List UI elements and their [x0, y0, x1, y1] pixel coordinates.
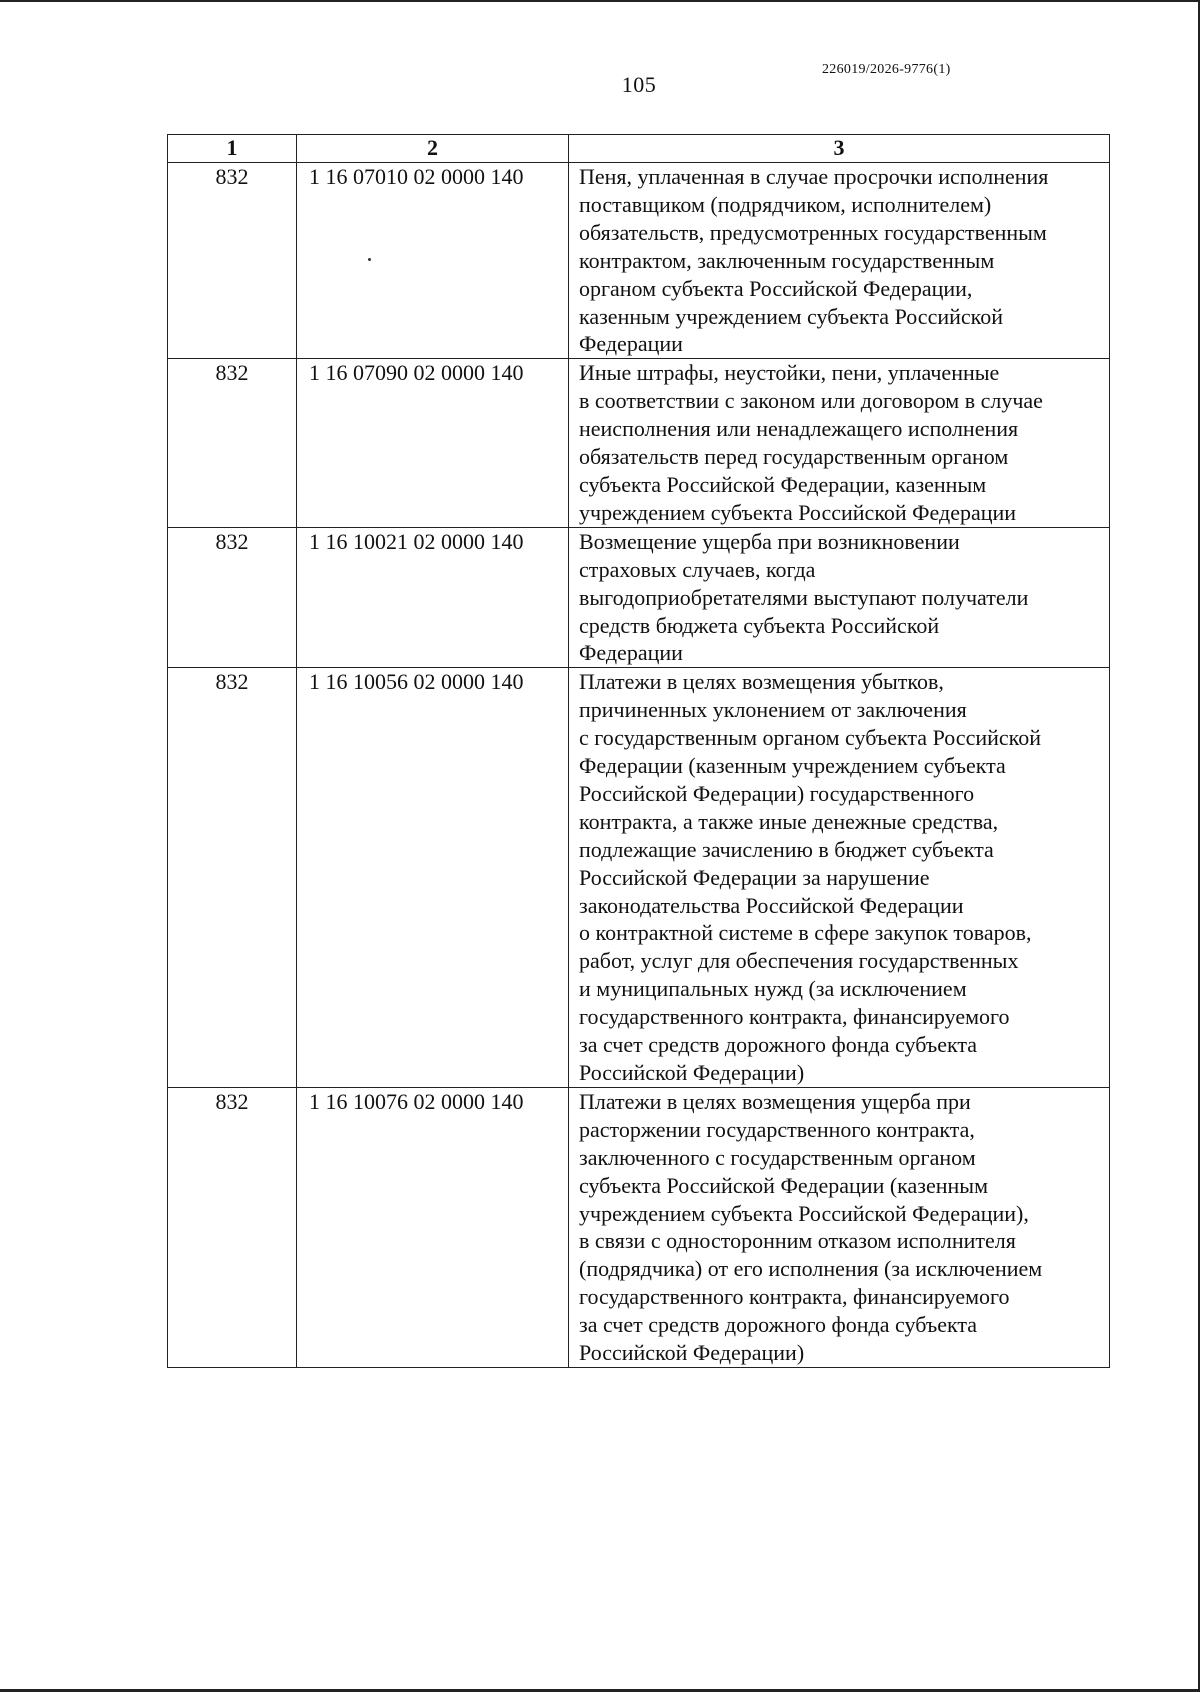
page-number: 105 [621, 72, 657, 97]
budget-code-cell: 1 16 07090 02 0000 140 [297, 359, 569, 527]
budget-classification-table [167, 134, 1110, 1368]
budget-code-cell: 1 16 10076 02 0000 140 [297, 1087, 569, 1367]
revenue-description-cell: Пеня, уплаченная в случае просрочки исполнения поставщиком (подрядчиком, исполнителем) обязательств, предусмотренных государственным контрактом, заключенным государственным органом субъекта Российской Федерации, казенным учреждением субъекта Российской Федерации [569, 163, 1110, 359]
table-row [168, 1087, 1110, 1367]
budget-code-cell: 1 16 10021 02 0000 140 [297, 527, 569, 668]
budget-code-cell: 1 16 10056 02 0000 140 [297, 668, 569, 1088]
budget-code-cell: 1 16 07010 02 0000 140 [297, 163, 569, 359]
column-header-3: 3 [569, 135, 1110, 163]
revenue-description-cell: Возмещение ущерба при возникновении страховых случаев, когда выгодоприобретателями выступают получатели средств бюджета субъекта Российской Федерации [569, 527, 1110, 668]
table-header-row [168, 135, 1110, 163]
table-row [168, 163, 1110, 359]
admin-code-cell: 832 [168, 163, 297, 359]
revenue-description-cell: Иные штрафы, неустойки, пени, уплаченные в соответствии с законом или договором в случае неисполнения или ненадлежащего исполнения обязательств перед государственным органом субъекта Российской Федерации, казенным учреждением субъекта Российской Федерации [569, 359, 1110, 527]
revenue-description-cell: Платежи в целях возмещения убытков, причиненных уклонением от заключения с государственным органом субъекта Российской Федерации (казенным учреждением субъекта Российской Федерации) государственного контракта, а также иные денежные средства, подлежащие зачислению в бюджет субъекта Российской Федерации за нарушение законодательства Российской Федерации о контрактной системе в сфере закупок товаров, работ, услуг для обеспечения государственных и муниципальных нужд (за исключением государственного контракта, финансируемого за счет средств дорожного фонда субъекта Российской Федерации) [569, 668, 1110, 1088]
admin-code-cell: 832 [168, 1087, 297, 1367]
table-row [168, 668, 1110, 1088]
column-header-2: 2 [297, 135, 569, 163]
document-registration-number: 226019/2026-9776(1) [822, 62, 951, 77]
admin-code-cell: 832 [168, 527, 297, 668]
table-row [168, 359, 1110, 527]
admin-code-cell: 832 [168, 668, 297, 1088]
revenue-description-cell: Платежи в целях возмещения ущерба при расторжении государственного контракта, заключенного с государственным органом субъекта Российской Федерации (казенным учреждением субъекта Российской Федерации), в связи с односторонним отказом исполнителя (подрядчика) от его исполнения (за исключением государственного контракта, финансируемого за счет средств дорожного фонда субъекта Российской Федерации) [569, 1087, 1110, 1367]
column-header-1: 1 [168, 135, 297, 163]
admin-code-cell: 832 [168, 359, 297, 527]
table-row [168, 527, 1110, 668]
